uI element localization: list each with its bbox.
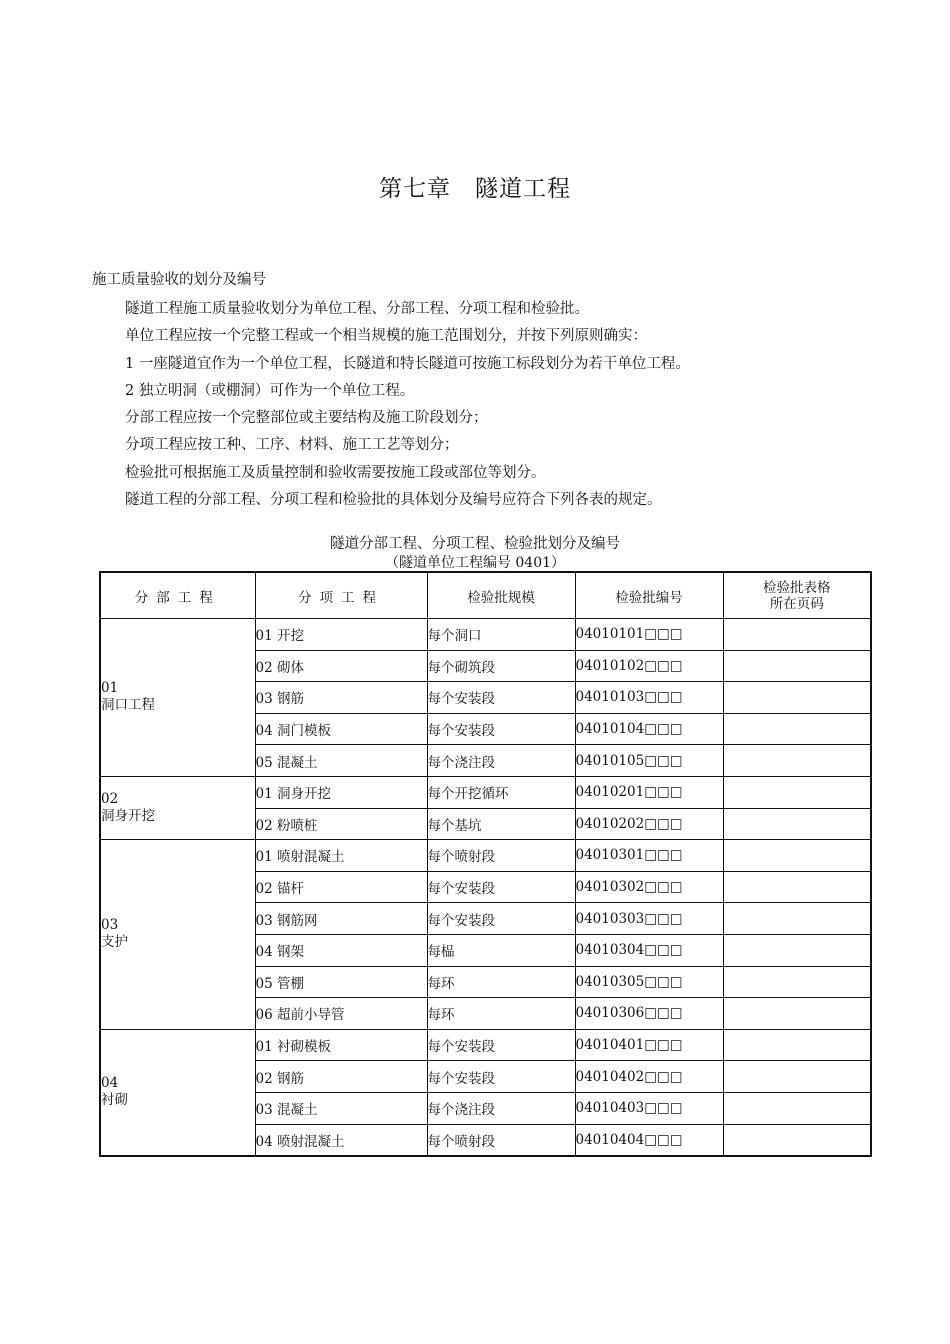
page-cell	[723, 745, 871, 777]
division-code: 02	[101, 791, 119, 808]
table-row	[100, 776, 871, 808]
scale-cell: 每个基坑	[427, 808, 575, 840]
page-cell	[723, 682, 871, 714]
item-cell: 01 开挖	[255, 619, 427, 651]
scale-cell: 每个安装段	[427, 713, 575, 745]
page-cell	[723, 1061, 871, 1093]
body-paragraphs	[125, 296, 885, 514]
page-cell	[723, 619, 871, 651]
item-cell: 01 衬砌模板	[255, 1029, 427, 1061]
item-cell: 03 钢筋网	[255, 903, 427, 935]
division-cell	[100, 776, 255, 839]
paragraph: 单位工程应按一个完整工程或一个相当规模的施工范围划分，并按下列原则确实：	[125, 328, 647, 345]
code-cell: 04010404□□□	[575, 1124, 723, 1156]
page-cell	[723, 840, 871, 872]
page-cell	[723, 1029, 871, 1061]
page-cell	[723, 713, 871, 745]
division-cell	[100, 619, 255, 777]
code-cell: 04010302□□□	[575, 871, 723, 903]
scale-cell: 每环	[427, 966, 575, 998]
item-cell: 02 锚杆	[255, 871, 427, 903]
table-row	[100, 619, 871, 651]
header-code: 检验批编号	[575, 572, 723, 619]
page-cell	[723, 998, 871, 1030]
paragraph: 检验批可根据施工及质量控制和验收需要按施工段或部位等划分。	[125, 464, 546, 481]
page-cell	[723, 650, 871, 682]
header-page-line2: 所在页码	[769, 595, 824, 612]
scale-cell: 每个浇注段	[427, 1092, 575, 1124]
division-table	[99, 571, 872, 1157]
table-body	[100, 619, 871, 1157]
code-cell: 04010305□□□	[575, 966, 723, 998]
item-cell: 02 砌体	[255, 650, 427, 682]
scale-cell: 每个安装段	[427, 1029, 575, 1061]
scale-cell: 每个安装段	[427, 1061, 575, 1093]
page-cell	[723, 1092, 871, 1124]
item-cell: 03 钢筋	[255, 682, 427, 714]
code-cell: 04010103□□□	[575, 682, 723, 714]
chapter-title: 第七章 隧道工程	[379, 176, 571, 202]
code-cell: 04010201□□□	[575, 776, 723, 808]
division-name: 支护	[101, 934, 128, 951]
item-cell: 04 洞门模板	[255, 713, 427, 745]
code-cell: 04010304□□□	[575, 934, 723, 966]
scale-cell: 每个浇注段	[427, 745, 575, 777]
header-scale: 检验批规模	[427, 572, 575, 619]
section-heading: 施工质量验收的划分及编号	[92, 272, 266, 288]
code-cell: 04010402□□□	[575, 1061, 723, 1093]
page-cell	[723, 1124, 871, 1156]
page-cell	[723, 776, 871, 808]
paragraph: 分项工程应按工种、工序、材料、施工工艺等划分；	[125, 437, 459, 454]
scale-cell: 每个砌筑段	[427, 650, 575, 682]
code-cell: 04010306□□□	[575, 998, 723, 1030]
scale-cell: 每个喷射段	[427, 840, 575, 872]
division-code: 03	[101, 917, 119, 934]
code-cell: 04010303□□□	[575, 903, 723, 935]
item-cell: 01 喷射混凝土	[255, 840, 427, 872]
paragraph: 2 独立明洞（或棚洞）可作为一个单位工程。	[125, 382, 415, 399]
header-division: 分部工程	[100, 572, 255, 619]
division-cell	[100, 840, 255, 1030]
header-page-line1: 检验批表格	[763, 579, 831, 596]
item-cell: 02 钢筋	[255, 1061, 427, 1093]
code-cell: 04010102□□□	[575, 650, 723, 682]
code-cell: 04010101□□□	[575, 619, 723, 651]
page-cell	[723, 903, 871, 935]
code-cell: 04010202□□□	[575, 808, 723, 840]
table-header-row	[100, 572, 871, 619]
code-cell: 04010105□□□	[575, 745, 723, 777]
header-item: 分项工程	[255, 572, 427, 619]
page-cell	[723, 808, 871, 840]
paragraph: 隧道工程施工质量验收划分为单位工程、分部工程、分项工程和检验批。	[125, 301, 589, 317]
item-cell: 02 粉喷桩	[255, 808, 427, 840]
paragraph: 分部工程应按一个完整部位或主要结构及施工阶段划分；	[125, 410, 488, 427]
table-row	[100, 840, 871, 872]
code-cell: 04010401□□□	[575, 1029, 723, 1061]
page-cell	[723, 871, 871, 903]
paragraph: 1 一座隧道宜作为一个单位工程，长隧道和特长隧道可按施工标段划分为若干单位工程。	[125, 355, 690, 372]
paragraph: 隧道工程的分部工程、分项工程和检验批的具体划分及编号应符合下列各表的规定。	[125, 492, 662, 509]
item-cell: 03 混凝土	[255, 1092, 427, 1124]
code-cell: 04010104□□□	[575, 713, 723, 745]
division-name: 洞口工程	[101, 697, 155, 714]
code-cell: 04010301□□□	[575, 840, 723, 872]
page-cell	[723, 934, 871, 966]
scale-cell: 每个安装段	[427, 682, 575, 714]
division-name: 洞身开挖	[101, 808, 155, 825]
item-cell: 06 超前小导管	[255, 998, 427, 1030]
table-subtitle: （隧道单位工程编号 0401）	[384, 555, 566, 571]
scale-cell: 每个开挖循环	[427, 776, 575, 808]
division-code: 01	[101, 680, 119, 697]
header-page	[723, 572, 871, 619]
page-cell	[723, 966, 871, 998]
item-cell: 01 洞身开挖	[255, 776, 427, 808]
table-row	[100, 1029, 871, 1061]
division-cell	[100, 1029, 255, 1156]
table-title: 隧道分部工程、分项工程、检验批划分及编号	[330, 536, 620, 552]
scale-cell: 每个安装段	[427, 903, 575, 935]
scale-cell: 每个安装段	[427, 871, 575, 903]
scale-cell: 每榀	[427, 934, 575, 966]
division-code: 04	[101, 1075, 119, 1092]
code-cell: 04010403□□□	[575, 1092, 723, 1124]
division-name: 衬砌	[101, 1092, 128, 1109]
item-cell: 05 管棚	[255, 966, 427, 998]
scale-cell: 每个洞口	[427, 619, 575, 651]
item-cell: 04 钢架	[255, 934, 427, 966]
scale-cell: 每个喷射段	[427, 1124, 575, 1156]
item-cell: 04 喷射混凝土	[255, 1124, 427, 1156]
item-cell: 05 混凝土	[255, 745, 427, 777]
scale-cell: 每环	[427, 998, 575, 1030]
